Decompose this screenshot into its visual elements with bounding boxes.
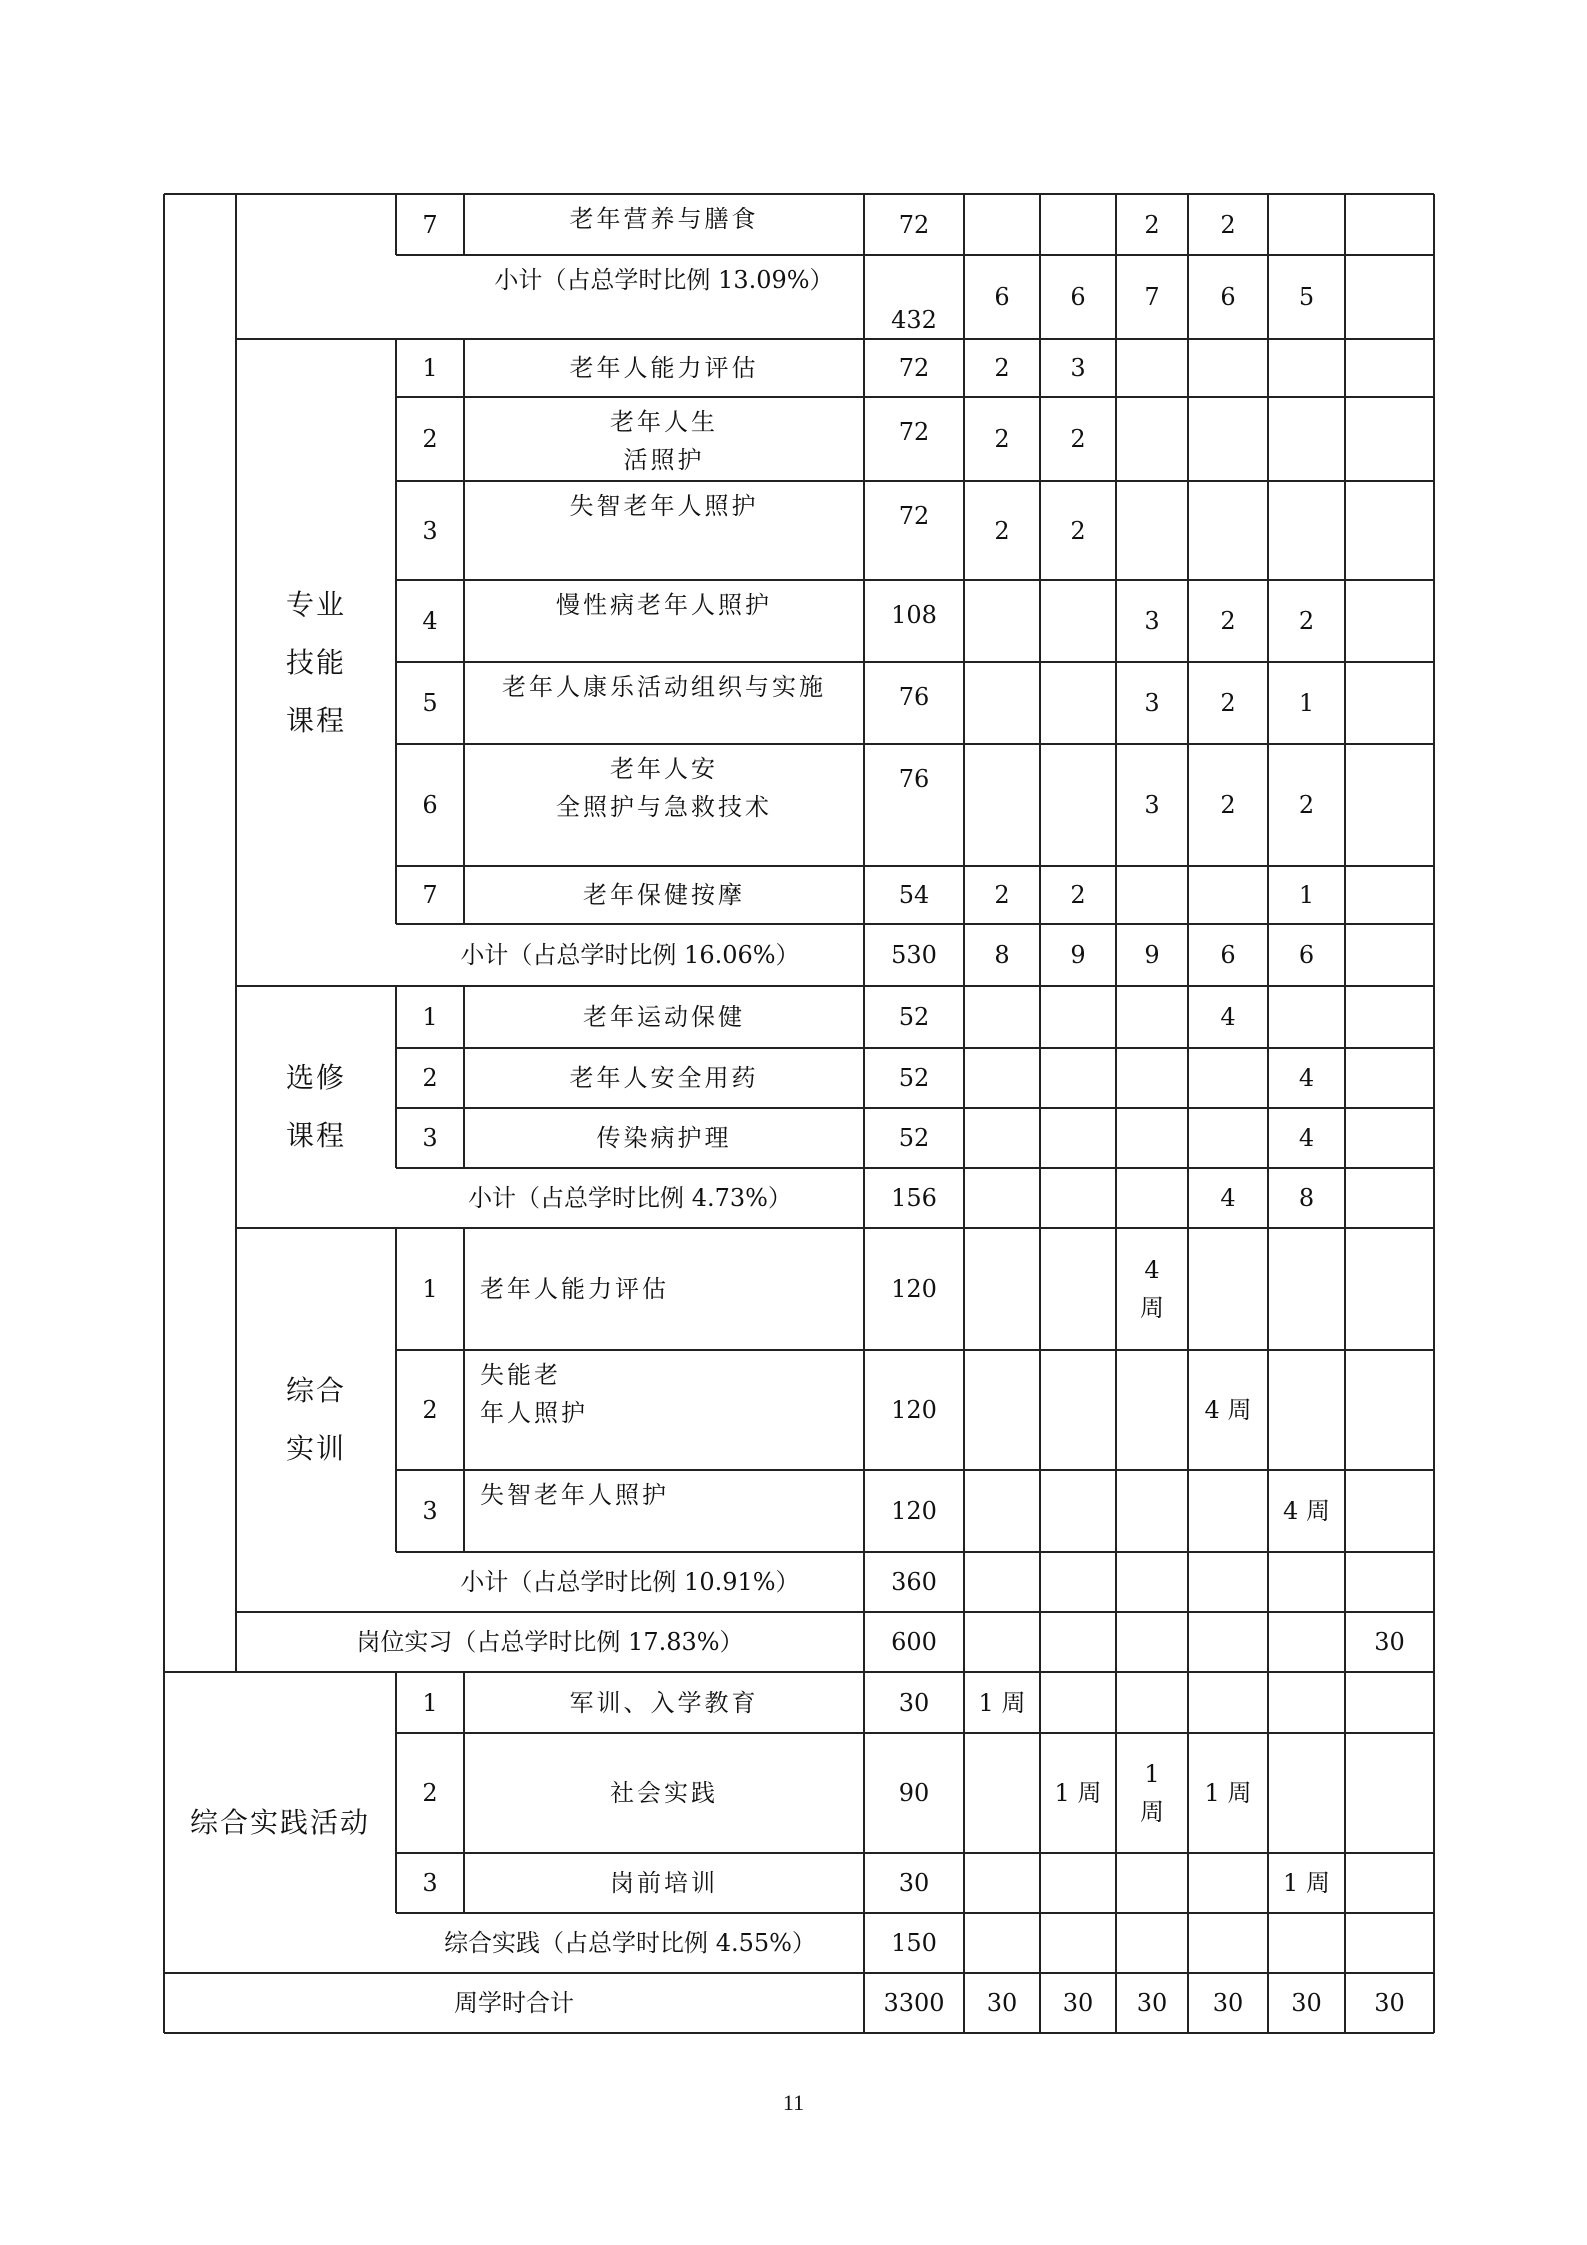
semester-2-hours: 30 (1062, 1989, 1094, 2017)
course-name: 老年人安 全照护与急救技术 (556, 755, 772, 821)
semester-5-hours: 6 (1298, 941, 1315, 969)
semester-1-hours: 6 (994, 283, 1010, 311)
semester-5-hours: 4 周 (1283, 1497, 1330, 1525)
course-name: 老年营养与膳食 (569, 205, 759, 233)
row-index: 3 (422, 1869, 438, 1897)
total-hours: 72 (898, 354, 930, 382)
course-name: 军训、入学教育 (569, 1688, 759, 1717)
semester-3-hours: 3 (1144, 689, 1160, 717)
total-hours: 72 (898, 210, 930, 239)
total-hours: 90 (898, 1779, 930, 1807)
total-hours: 108 (891, 601, 937, 629)
course-name: 岗前培训 (610, 1869, 718, 1897)
row-index: 1 (422, 1688, 438, 1717)
semester-1-hours: 2 (994, 425, 1010, 453)
semester-5-hours: 4 (1298, 1124, 1315, 1152)
semester-5-hours: 4 (1298, 1064, 1315, 1092)
semester-2-hours: 1 周 (1054, 1779, 1102, 1807)
group-label-major-skills: 专业 技能 课程 (285, 587, 346, 737)
semester-4-hours: 6 (1220, 941, 1236, 969)
course-name: 小计（占总学时比例 4.73%） (468, 1184, 792, 1212)
course-name: 岗位实习（占总学时比例 17.83%） (356, 1628, 744, 1656)
total-hours: 30 (898, 1688, 930, 1717)
semester-2-hours: 2 (1070, 425, 1086, 453)
row-index: 2 (422, 1396, 438, 1424)
semester-4-hours: 2 (1220, 689, 1236, 717)
total-hours: 120 (891, 1497, 937, 1525)
course-name: 老年人能力评估 (569, 354, 759, 382)
semester-5-hours: 1 (1298, 881, 1315, 909)
row-index: 3 (422, 1124, 438, 1152)
semester-4-hours: 6 (1220, 283, 1236, 311)
semester-3-hours: 3 (1144, 607, 1160, 635)
semester-2-hours: 2 (1070, 516, 1086, 545)
semester-2-hours: 6 (1070, 283, 1086, 311)
total-hours: 52 (898, 1064, 930, 1092)
v-rule (1433, 194, 1435, 2033)
semester-5-hours: 30 (1291, 1989, 1322, 2017)
semester-5-hours: 5 (1298, 283, 1315, 311)
semester-1-hours: 30 (986, 1989, 1018, 2017)
course-name: 小计（占总学时比例 16.06%） (460, 941, 800, 969)
course-name: 老年运动保健 (583, 1003, 745, 1031)
course-name: 慢性病老年人照护 (556, 591, 772, 619)
course-name: 传染病护理 (596, 1124, 732, 1152)
total-hours: 432 (891, 306, 937, 334)
semester-4-hours: 2 (1220, 210, 1236, 239)
course-name: 综合实践（占总学时比例 4.55%） (444, 1929, 816, 1957)
total-hours: 120 (891, 1396, 937, 1424)
group-label-practice-activities: 综合实践活动 (189, 1805, 370, 1839)
semester-3-hours: 7 (1144, 283, 1160, 311)
course-name: 社会实践 (610, 1779, 718, 1807)
total-hours: 600 (891, 1628, 937, 1656)
total-hours: 150 (891, 1929, 937, 1957)
total-hours: 52 (898, 1124, 930, 1152)
semester-4-hours: 4 (1220, 1003, 1236, 1031)
course-name: 小计（占总学时比例 13.09%） (494, 266, 834, 294)
semester-2-hours: 3 (1070, 354, 1086, 382)
course-name: 老年人康乐活动组织与实施 (502, 673, 826, 701)
total-hours: 156 (891, 1184, 937, 1212)
total-hours: 360 (891, 1568, 937, 1596)
row-index: 2 (422, 1064, 438, 1092)
semester-6-hours: 30 (1374, 1628, 1405, 1656)
row-index: 5 (422, 689, 438, 717)
course-name: 失智老年人照护 (569, 492, 759, 520)
semester-1-hours: 2 (994, 516, 1010, 545)
semester-4-hours: 2 (1220, 607, 1236, 635)
total-hours: 30 (898, 1869, 930, 1897)
row-index: 1 (422, 1003, 438, 1031)
row-index: 7 (422, 881, 438, 909)
group-label-comprehensive-training: 综合 实训 (285, 1374, 346, 1465)
semester-3-hours: 4 周 (1140, 1256, 1164, 1322)
total-hours: 120 (891, 1275, 937, 1303)
course-name: 小计（占总学时比例 10.91%） (460, 1568, 800, 1596)
semester-1-hours: 2 (994, 881, 1010, 909)
semester-4-hours: 30 (1212, 1989, 1244, 2017)
total-hours: 530 (891, 941, 937, 969)
total-hours: 76 (898, 683, 930, 711)
row-index: 1 (422, 354, 438, 382)
semester-1-hours: 2 (994, 354, 1010, 382)
semester-6-hours: 30 (1374, 1989, 1405, 2017)
semester-3-hours: 3 (1144, 791, 1160, 819)
semester-5-hours: 2 (1298, 607, 1315, 635)
group-label-elective: 选修 课程 (285, 1061, 346, 1152)
semester-5-hours: 1 周 (1283, 1869, 1330, 1897)
page-number: 11 (782, 2090, 805, 2115)
row-index: 7 (422, 210, 438, 239)
semester-1-hours: 8 (994, 941, 1010, 969)
course-name: 老年人能力评估 (480, 1275, 669, 1303)
semester-3-hours: 9 (1144, 941, 1160, 969)
semester-4-hours: 1 周 (1204, 1779, 1252, 1807)
row-index: 2 (422, 425, 438, 453)
row-index: 3 (422, 516, 438, 545)
semester-4-hours: 2 (1220, 791, 1236, 819)
total-hours: 76 (898, 765, 930, 793)
semester-2-hours: 2 (1070, 881, 1086, 909)
semester-3-hours: 30 (1136, 1989, 1168, 2017)
semester-5-hours: 8 (1298, 1184, 1315, 1212)
semester-3-hours: 1 周 (1140, 1760, 1164, 1826)
row-index: 2 (422, 1779, 438, 1807)
row-index: 3 (422, 1497, 438, 1525)
course-name: 失能老 年人照护 (480, 1361, 588, 1427)
total-hours: 72 (898, 418, 930, 446)
semester-1-hours: 1 周 (978, 1688, 1026, 1717)
total-hours: 54 (898, 881, 930, 909)
course-name: 老年人生 活照护 (610, 408, 718, 474)
course-name: 老年保健按摩 (583, 881, 745, 909)
total-hours: 3300 (883, 1989, 945, 2017)
semester-5-hours: 1 (1298, 689, 1315, 717)
course-name: 失智老年人照护 (480, 1481, 669, 1509)
semester-5-hours: 2 (1298, 791, 1315, 819)
semester-4-hours: 4 (1220, 1184, 1236, 1212)
course-name: 周学时合计 (454, 1989, 574, 2017)
total-hours: 72 (898, 502, 930, 530)
row-index: 6 (422, 791, 438, 819)
row-index: 4 (422, 607, 438, 635)
row-index: 1 (422, 1275, 438, 1303)
semester-4-hours: 4 周 (1204, 1396, 1252, 1424)
total-hours: 52 (898, 1003, 930, 1031)
semester-3-hours: 2 (1144, 210, 1160, 239)
course-name: 老年人安全用药 (569, 1064, 759, 1092)
semester-2-hours: 9 (1070, 941, 1086, 969)
